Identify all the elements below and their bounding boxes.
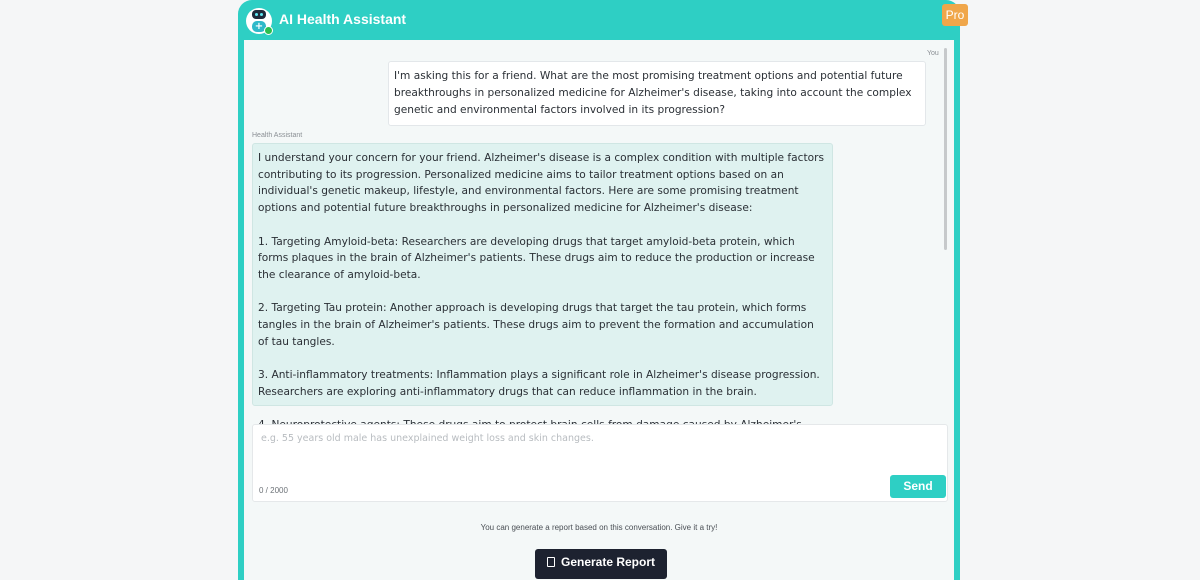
robot-head (252, 10, 266, 19)
character-counter: 0 / 2000 (259, 486, 288, 495)
header (238, 0, 965, 40)
chat-area (244, 40, 954, 580)
message-list[interactable] (244, 40, 940, 406)
generate-report-button[interactable] (535, 549, 667, 579)
user-sender-label: You (927, 50, 939, 57)
message-scrollbar[interactable] (944, 48, 947, 250)
medical-cross-icon: + (254, 21, 264, 32)
assistant-panel (238, 0, 965, 580)
robot-eye (255, 13, 258, 16)
assistant-paragraph: 1. Targeting Amyloid-beta: Researchers are developing drugs that target amyloid-beta protein, which forms plaques in the brain of Alzheimer's patients. These drugs aim to reduce the production or increase the clearance of amyloid-beta. (258, 235, 815, 281)
document-icon (547, 557, 555, 567)
user-message: I'm asking this for a friend. What are the most promising treatment options and potential future breakthroughs in personalized medicine for Alzheimer's disease, taking into account the complex genetic and environmental factors involved in its progression? (388, 61, 926, 126)
message-input[interactable] (259, 431, 943, 475)
assistant-paragraph: I understand your concern for your friend. Alzheimer's disease is a complex condition with multiple factors contributing to its progression. Personalized medicine aims to tailor treatment options based on an individual's genetic makeup, lifestyle, and environmental factors. Here are some promising treatment options and potential future breakthroughs in personalized medicine for Alzheimer's disease: (258, 152, 824, 215)
pro-badge[interactable]: Pro (942, 4, 968, 26)
assistant-paragraph: 2. Targeting Tau protein: Another approach is developing drugs that target the tau protein, which forms tangles in the brain of Alzheimer's patients. These drugs aim to prevent the formation and accumulation of tau tangles. (258, 302, 814, 348)
report-hint: You can generate a report based on this conversation. Give it a try! (480, 523, 718, 532)
app-title: AI Health Assistant (279, 11, 407, 27)
robot-avatar-icon (246, 8, 272, 34)
send-button[interactable]: Send (890, 475, 946, 498)
assistant-sender-label: Health Assistant (252, 132, 303, 139)
online-status-icon (264, 26, 273, 35)
assistant-paragraph: 3. Anti-inflammatory treatments: Inflammation plays a significant role in Alzheimer's disease progression. Researchers are exploring anti-inflammatory drugs that can reduce inflammation in the brain. (258, 369, 820, 398)
assistant-message (252, 143, 833, 406)
message-composer (252, 424, 948, 502)
generate-report-label: Generate Report (560, 555, 656, 569)
robot-eye (260, 13, 263, 16)
